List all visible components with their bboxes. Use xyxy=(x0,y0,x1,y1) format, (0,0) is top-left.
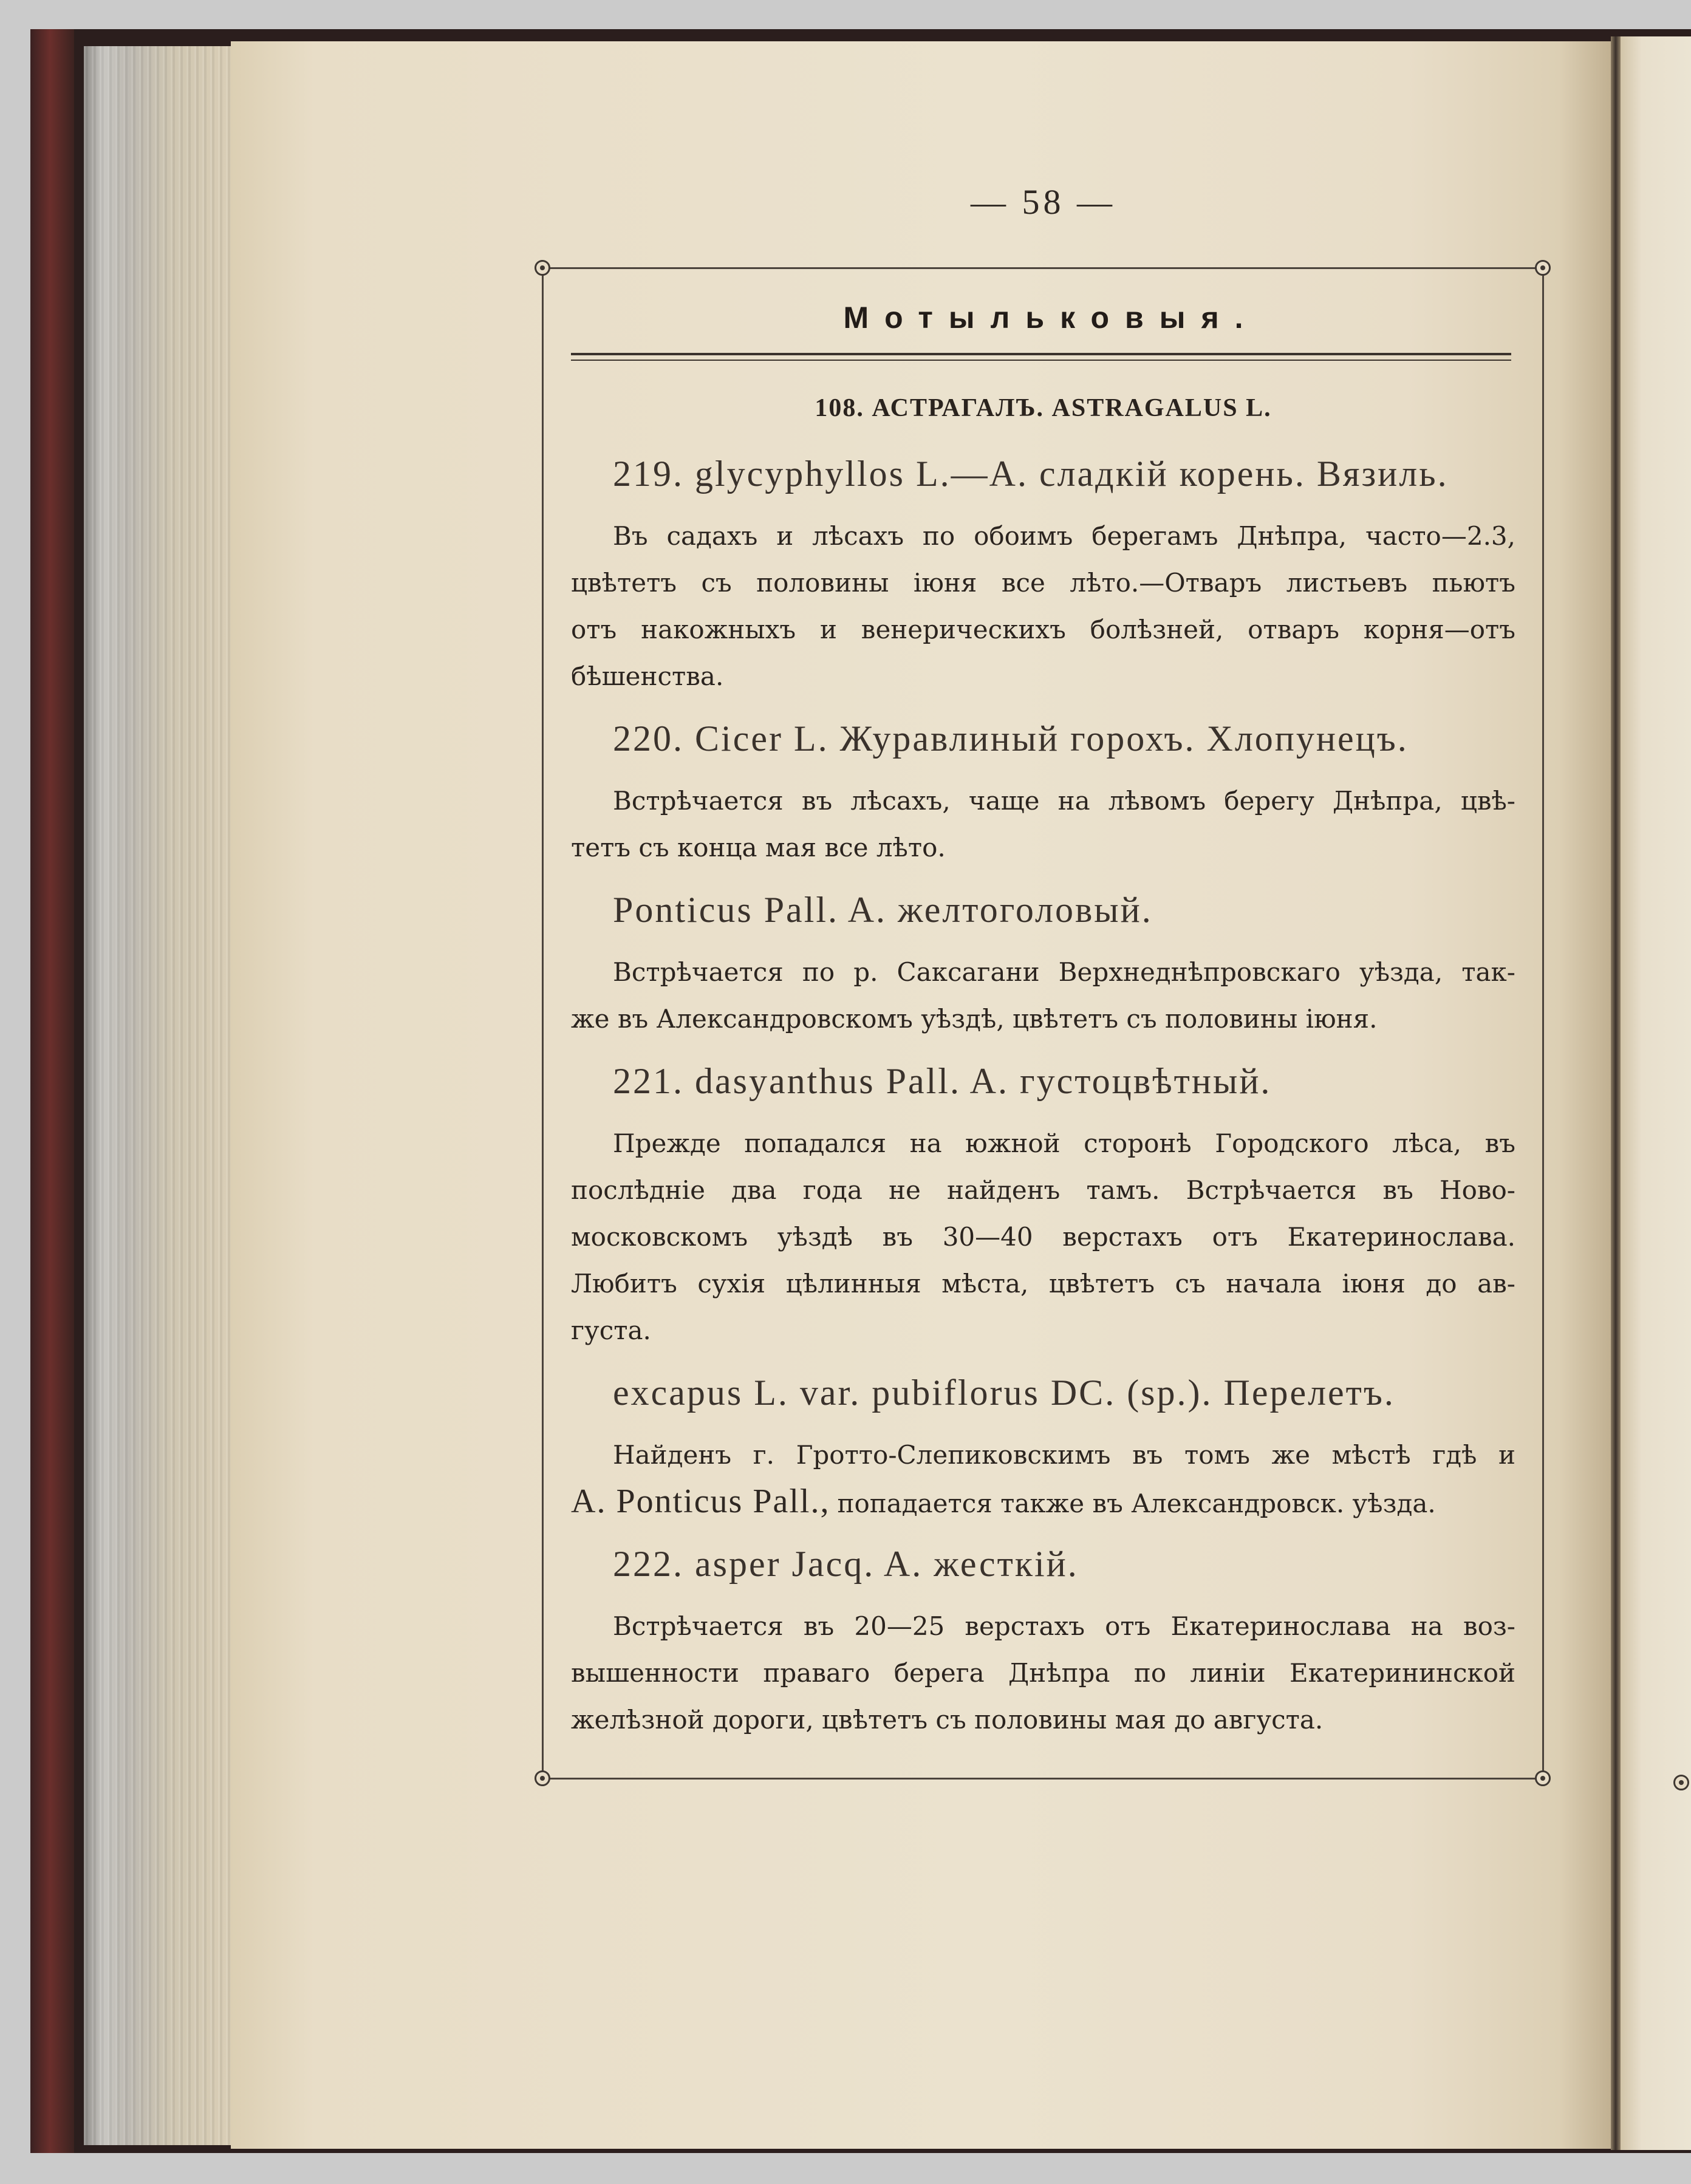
corner-ornament-top-right xyxy=(1535,260,1551,276)
species-entry-220 xyxy=(571,700,1515,871)
text-column xyxy=(571,381,1515,1743)
species-entry-219 xyxy=(571,435,1515,700)
species-reference: A. Ponticus Pall., xyxy=(571,1483,830,1520)
species-title: excapus L. var. pubiflorus DC. (sp.). Перелетъ. xyxy=(613,1373,1395,1413)
text-line: отъ накожныхъ и венерическихъ болѣзней, отваръ корня—отъ xyxy=(571,615,1515,644)
text-line: Встрѣчается въ 20—25 верстахъ отъ Екатеринослава на воз- xyxy=(613,1611,1515,1641)
page-fore-edge xyxy=(84,46,243,2145)
text-line: желѣзной дороги, цвѣтетъ съ половины мая до августа. xyxy=(571,1705,1324,1735)
text-line: Прежде попадался на южной сторонѣ Городского лѣса, въ xyxy=(613,1128,1515,1158)
corner-ornament-bottom-left xyxy=(535,1770,550,1786)
species-title: 222. asper Jacq. A. жесткій. xyxy=(613,1544,1079,1584)
text-line: Встрѣчается въ лѣсахъ, чаще на лѣвомъ берегу Днѣпра, цвѣ- xyxy=(613,786,1515,816)
facing-page-corner-ornament xyxy=(1673,1775,1689,1790)
species-entry-221 xyxy=(571,1042,1515,1354)
text-line: Найденъ г. Гротто-Слепиковскимъ въ томъ же мѣстѣ гдѣ и xyxy=(613,1440,1515,1470)
family-heading: Мотыльковыя. xyxy=(843,301,1259,335)
species-title: 221. dasyanthus Pall. A. густоцвѣтный. xyxy=(613,1061,1272,1101)
facing-page xyxy=(1621,36,1691,2150)
corner-ornament-top-left xyxy=(535,260,550,276)
heading-rule-upper xyxy=(571,353,1511,355)
page-number: — 58 — xyxy=(971,182,1116,222)
species-title: 219. glycyphyllos L.—A. сладкій корень. Вязиль. xyxy=(613,454,1449,494)
cover-edge xyxy=(30,29,74,2153)
text-line-rest: попадается также въ Александровск. уѣзда. xyxy=(837,1489,1436,1518)
text-line: густа. xyxy=(571,1316,651,1345)
species-entry-excapus xyxy=(571,1354,1515,1525)
species-entry-ponticus xyxy=(571,871,1515,1042)
species-title: 220. Cicer L. Журавлиный горохъ. Хлопунецъ. xyxy=(613,718,1409,759)
genus-heading: 108. АСТРАГАЛЪ. ASTRAGALUS L. xyxy=(815,394,1272,422)
text-line: московскомъ уѣздѣ въ 30—40 верстахъ отъ Екатеринослава. xyxy=(571,1222,1515,1252)
text-line: послѣдніе два года не найденъ тамъ. Встрѣчается въ Ново- xyxy=(571,1175,1515,1205)
book-gutter xyxy=(1611,36,1621,2150)
corner-ornament-bottom-right xyxy=(1535,1770,1551,1786)
text-line: тетъ съ конца мая все лѣто. xyxy=(571,833,946,862)
species-title: Ponticus Pall. A. желтоголовый. xyxy=(613,890,1153,930)
text-line: цвѣтетъ съ половины іюня все лѣто.—Отваръ листьевъ пьютъ xyxy=(571,568,1515,598)
species-entry-222 xyxy=(571,1525,1515,1743)
text-line xyxy=(571,1478,1515,1525)
text-line: Любитъ сухія цѣлинныя мѣста, цвѣтетъ съ начала іюня до ав- xyxy=(571,1269,1515,1298)
heading-rule-lower xyxy=(571,360,1511,361)
text-line: Въ садахъ и лѣсахъ по обоимъ берегамъ Днѣпра, часто—2.3, xyxy=(613,521,1515,551)
text-line: бѣшенства. xyxy=(571,661,724,691)
text-line: вышенности праваго берега Днѣпра по линіи Екатерининской xyxy=(571,1658,1515,1688)
text-line: Встрѣчается по р. Саксагани Верхнеднѣпровскаго уѣзда, так- xyxy=(613,957,1515,987)
text-line: же въ Александровскомъ уѣздѣ, цвѣтетъ съ половины іюня. xyxy=(571,1004,1378,1034)
